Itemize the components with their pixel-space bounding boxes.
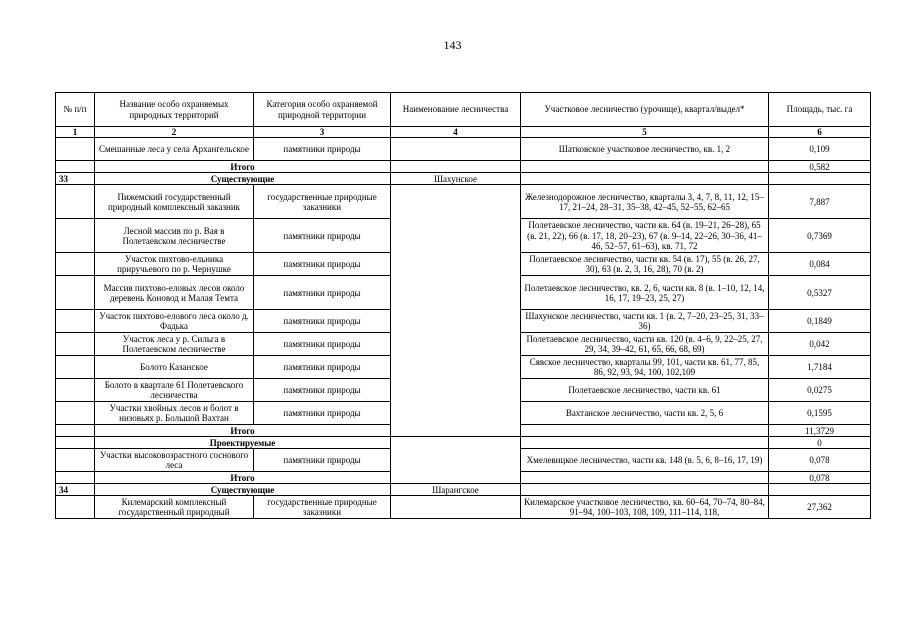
- table-header-row: [56, 93, 871, 127]
- area-location: Вахтанское лесничество, части кв. 2, 5, 6: [521, 402, 769, 425]
- area-name: Участок леса у р. Сильга в Полетаевском лесничестве: [95, 333, 254, 356]
- column-number: 3: [254, 127, 391, 138]
- row-number: [56, 219, 95, 253]
- header-name: Название особо охраняемых природных территорий: [95, 93, 254, 127]
- area-location: [521, 472, 769, 484]
- area-category: памятники природы: [254, 138, 391, 161]
- row-number: [56, 253, 95, 276]
- row-number: [56, 276, 95, 310]
- column-number: 5: [521, 127, 769, 138]
- total-area: 11,3729: [769, 425, 871, 437]
- forestry-name: [391, 185, 521, 437]
- area-size: [769, 173, 871, 185]
- area-location: [521, 425, 769, 437]
- group-number: 34: [56, 484, 95, 496]
- area-location: Полетаевское лесничество, части кв. 61: [521, 379, 769, 402]
- row-number: [56, 161, 95, 173]
- total-label: Итого: [95, 161, 391, 173]
- area-size: [769, 484, 871, 496]
- forestry-name: [391, 138, 521, 161]
- header-category: Категория особо охраняемой природной территории: [254, 93, 391, 127]
- total-label: Итого: [95, 472, 391, 484]
- area-size: 0: [769, 437, 871, 449]
- area-size: 0,7369: [769, 219, 871, 253]
- area-location: Шатковское участковое лесничество, кв. 1, 2: [521, 138, 769, 161]
- row-number: [56, 185, 95, 219]
- area-size: 0,109: [769, 138, 871, 161]
- group-label: Существующие: [95, 484, 391, 496]
- group-number: 33: [56, 173, 95, 185]
- column-number: 6: [769, 127, 871, 138]
- group-label: Существующие: [95, 173, 391, 185]
- total-row: [56, 161, 871, 173]
- area-size: 0,078: [769, 449, 871, 472]
- area-category: памятники природы: [254, 276, 391, 310]
- row-number: [56, 425, 95, 437]
- header-area: Площадь, тыс. га: [769, 93, 871, 127]
- group-row: [56, 484, 871, 496]
- row-number: [56, 138, 95, 161]
- row-number: [56, 333, 95, 356]
- area-location: Полетаевское лесничество, кв. 2, 6, части кв. 8 (в. 1–10, 12, 14, 16, 17, 19–23, 25, 27): [521, 276, 769, 310]
- column-number: 4: [391, 127, 521, 138]
- area-category: памятники природы: [254, 219, 391, 253]
- table-row: [56, 496, 871, 519]
- area-size: 0,1595: [769, 402, 871, 425]
- area-name: Участки высоковозрастного соснового леса: [95, 449, 254, 472]
- column-number-row: [56, 127, 871, 138]
- total-area: 0,582: [769, 161, 871, 173]
- total-label: Итого: [95, 425, 391, 437]
- forestry-name: [391, 161, 521, 173]
- row-number: [56, 356, 95, 379]
- area-size: 1,7184: [769, 356, 871, 379]
- header-forestry: Наименование лесничества: [391, 93, 521, 127]
- header-location: Участковое лесничество (урочище), квартал/выдел*: [521, 93, 769, 127]
- area-size: 0,5327: [769, 276, 871, 310]
- area-name: Болото в квартале 61 Полетаевского лесничества: [95, 379, 254, 402]
- area-name: Килемарский комплексный государственный природный: [95, 496, 254, 519]
- area-location: Килемарское участковое лесничество, кв. 60–64, 70–74, 80–84, 91–94, 100–103, 108, 109, 111–114, 118,: [521, 496, 769, 519]
- forestry-name: Шахунское: [391, 173, 521, 185]
- area-location: [521, 173, 769, 185]
- forestry-name: Шарангское: [391, 484, 521, 496]
- area-name: Массив пихтово-еловых лесов около деревень Коновод и Малая Темта: [95, 276, 254, 310]
- area-location: [521, 484, 769, 496]
- row-number: [56, 472, 95, 484]
- area-location: Сявское лесничество, кварталы 99, 101, части кв. 61, 77, 85, 86, 92, 93, 94, 100, 102,109: [521, 356, 769, 379]
- area-name: Смешанные леса у села Архангельское: [95, 138, 254, 161]
- row-number: [56, 449, 95, 472]
- area-size: 7,887: [769, 185, 871, 219]
- page-number: 143: [443, 38, 462, 52]
- area-category: памятники природы: [254, 333, 391, 356]
- row-number: [56, 379, 95, 402]
- forestry-name: [391, 437, 521, 484]
- table-row: [56, 185, 871, 219]
- area-size: 0,042: [769, 333, 871, 356]
- area-size: 0,1849: [769, 310, 871, 333]
- protected-areas-table: [55, 92, 871, 519]
- area-size: 0,084: [769, 253, 871, 276]
- area-category: памятники природы: [254, 449, 391, 472]
- column-number: 2: [95, 127, 254, 138]
- area-location: Полетаевское лесничество, части кв. 54 (в. 17), 55 (в. 26, 27, 30), 63 (в. 2, 3, 16, 28), 70 (в. 2): [521, 253, 769, 276]
- area-name: Лесной массив по р. Вая в Полетаевском лесничестве: [95, 219, 254, 253]
- area-category: государственные природные заказники: [254, 185, 391, 219]
- forestry-name: [391, 496, 521, 519]
- row-number: [56, 496, 95, 519]
- area-size: 27,362: [769, 496, 871, 519]
- area-name: Участки хвойных лесов и болот в низовьях р. Большой Вахтан: [95, 402, 254, 425]
- area-category: памятники природы: [254, 356, 391, 379]
- area-name: Участок пихтово-ельника приручьевого по р. Чернушке: [95, 253, 254, 276]
- subgroup-row: [56, 437, 871, 449]
- row-number: [56, 310, 95, 333]
- area-category: памятники природы: [254, 379, 391, 402]
- area-location: Хмелевицкое лесничество, части кв. 148 (в. 5, 6, 8–16, 17, 19): [521, 449, 769, 472]
- area-name: Участок пихтово-елового леса около д. Фадька: [95, 310, 254, 333]
- area-location: [521, 161, 769, 173]
- row-number: [56, 402, 95, 425]
- column-number: 1: [56, 127, 95, 138]
- area-location: Шахунское лесничество, части кв. 1 (в. 2, 7–20, 23–25, 31, 33–36): [521, 310, 769, 333]
- table-row: [56, 138, 871, 161]
- total-area: 0,078: [769, 472, 871, 484]
- area-category: государственные природные заказники: [254, 496, 391, 519]
- header-number: № п/п: [56, 93, 95, 127]
- area-category: памятники природы: [254, 310, 391, 333]
- area-name: Пижемский государственный природный комплексный заказник: [95, 185, 254, 219]
- area-location: Полетаевское лесничество, части кв. 120 (в. 4–6, 9, 22–25, 27, 29, 34, 39–42, 61, 65, 66, 68, 69): [521, 333, 769, 356]
- area-size: 0,0275: [769, 379, 871, 402]
- area-name: Болото Казанское: [95, 356, 254, 379]
- subgroup-label: Проектируемые: [95, 437, 391, 449]
- area-category: памятники природы: [254, 253, 391, 276]
- area-location: [521, 437, 769, 449]
- group-row: [56, 173, 871, 185]
- row-number: [56, 437, 95, 449]
- area-location: Полетаевское лесничество, части кв. 64 (в. 19–21, 26–28), 65 (в. 21, 22), 66 (в. 17, 18, 20–23), 67 (в. 9–14, 22–26, 30–36, 41–46, 52–57, 61–63), кв. 71, 72: [521, 219, 769, 253]
- area-category: памятники природы: [254, 402, 391, 425]
- area-location: Железнодорожное лесничество, кварталы 3, 4, 7, 8, 11, 12, 15–17, 21–24, 28–31, 35–38, 42–45, 52–55, 62–65: [521, 185, 769, 219]
